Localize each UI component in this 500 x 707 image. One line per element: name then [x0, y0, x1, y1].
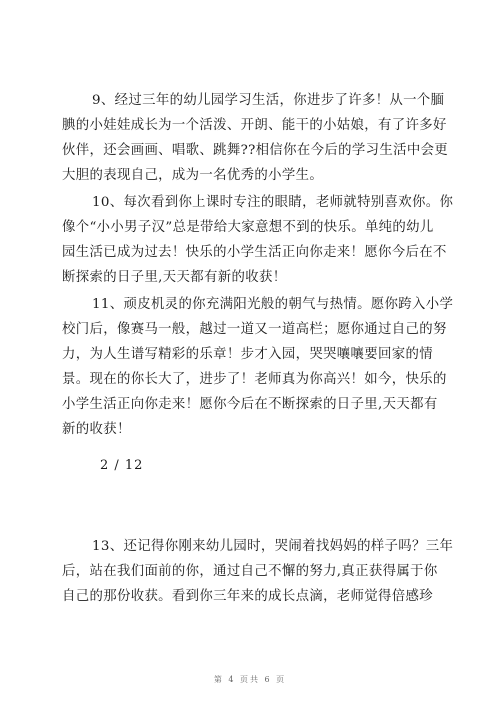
text-line: 园生活已成为过去！快乐的小学生活正向你走来！愿你今后在不: [62, 245, 447, 260]
text-line: 景。现在的你长大了，进步了！老师真为你高兴！如今，快乐的: [62, 372, 447, 387]
text-line: 小学生活正向你走来！愿你今后在不断探索的日子里,天天都有: [62, 397, 438, 412]
text-line: 11、顽皮机灵的你充满阳光般的朝气与热情。愿你跨入小学: [92, 297, 454, 312]
text-line: 大胆的表现自己，成为一名优秀的小学生。: [62, 168, 324, 183]
text-line: 校门后，像赛马一般，越过一道又一道高栏；愿你通过自己的努: [62, 322, 447, 337]
text-line: 伙伴，还会画画、唱歌、跳舞??相信你在今后的学习生活中会更: [62, 143, 449, 158]
text-line: 9、经过三年的幼儿园学习生活，你进步了许多！从一个腼: [92, 93, 445, 108]
text-line: 断探索的日子里,天天都有新的收获！: [62, 270, 287, 285]
text-line: 后，站在我们面前的你，通过自己不懈的努力,真正获得属于你: [62, 564, 438, 579]
text-line: 力，为人生谱写精彩的乐章！步才入园，哭哭嚷嚷要回家的情: [62, 347, 433, 362]
text-line: 新的收获！: [62, 422, 131, 437]
text-line: 腆的小娃娃成长为一个活泼、开朗、能干的小姑娘，有了许多好: [62, 118, 447, 133]
page-footer: 第 4 页共 6 页: [213, 675, 287, 684]
text-line: 10、每次看到你上课时专注的眼睛，老师就特别喜欢你。你: [92, 195, 454, 210]
text-line: 13、还记得你刚来幼儿园时，哭闹着找妈妈的样子吗？三年: [92, 539, 454, 554]
text-line: 像个“小小男子汉”总是带给大家意想不到的快乐。单纯的幼儿: [62, 220, 434, 235]
page-marker: 2 / 12: [100, 458, 144, 473]
text-line: 自己的那份收获。看到你三年来的成长点滴，老师觉得倍感珍: [62, 589, 433, 604]
